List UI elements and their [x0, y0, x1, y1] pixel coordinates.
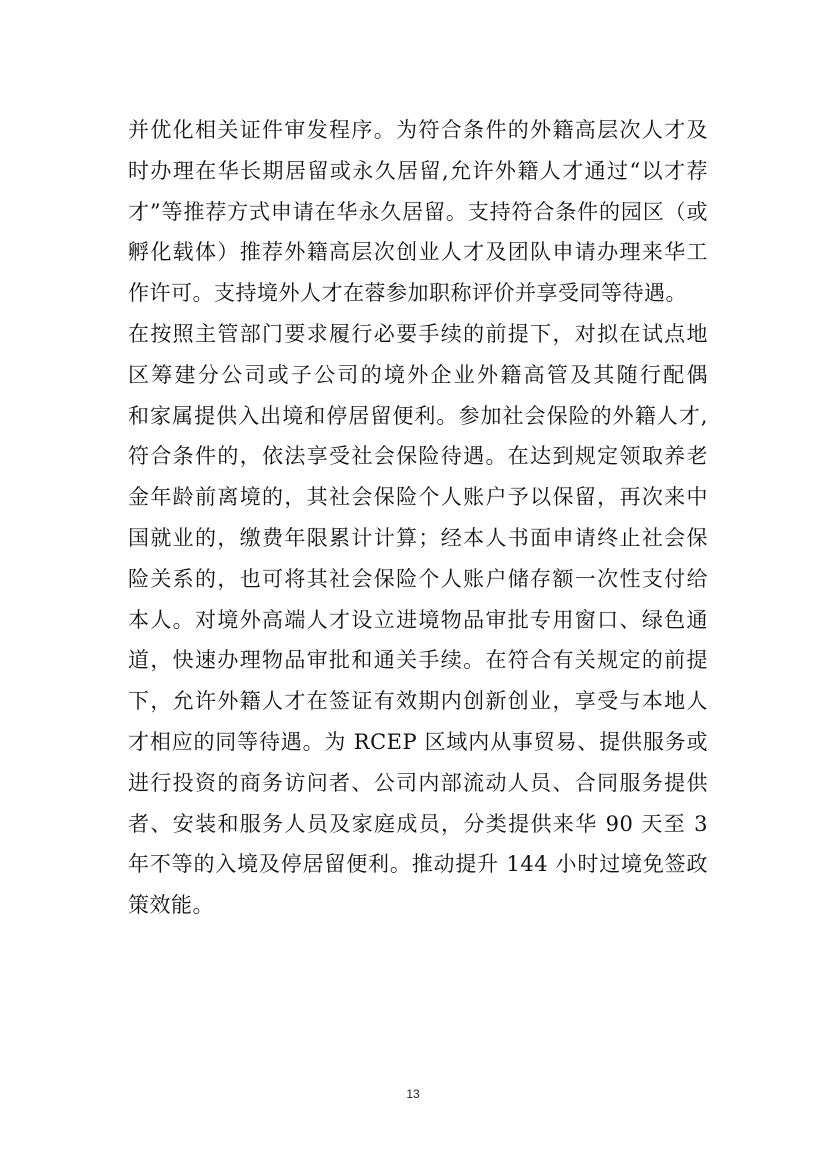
text-line: 区筹建分公司或子公司的境外企业外籍高管及其随行配偶	[128, 362, 708, 387]
text-line: 符合条件的，依法享受社会保险待遇。在达到规定领取养老	[128, 444, 708, 469]
text-line: 国就业的，缴费年限累计计算；经本人书面申请终止社会保	[128, 525, 708, 550]
text-line: 和家属提供入出境和停居留便利。参加社会保险的外籍人才,	[128, 403, 708, 428]
text-line: 孵化载体）推荐外籍高层次创业人才及团队申请办理来华工	[128, 240, 708, 265]
text-line: 下，允许外籍人才在签证有效期内创新创业，享受与本地人	[128, 689, 708, 714]
text-line: 在按照主管部门要求履行必要手续的前提下，对拟在试点地	[128, 321, 708, 346]
page-number: 13	[406, 1087, 420, 1101]
text-line: 者、安装和服务人员及家庭成员，分类提供来华 90 天至 3	[128, 811, 708, 836]
text-line: 道，快速办理物品审批和通关手续。在符合有关规定的前提	[128, 648, 708, 673]
text-line: 进行投资的商务访问者、公司内部流动人员、合同服务提供	[128, 770, 708, 795]
text-line: 金年龄前离境的，其社会保险个人账户予以保留，再次来中	[128, 485, 708, 510]
text-line: 并优化相关证件审发程序。为符合条件的外籍高层次人才及	[128, 118, 708, 142]
text-line: 本人。对境外高端人才设立进境物品审批专用窗口、绿色通	[128, 607, 708, 632]
text-line: 才相应的同等待遇。为 RCEP 区域内从事贸易、提供服务或	[128, 729, 708, 754]
text-line: 策效能。	[128, 893, 214, 918]
text-line: 时办理在华长期居留或永久居留,允许外籍人才通过“以才荐	[128, 158, 708, 183]
text-line: 才”等推荐方式申请在华永久居留。支持符合条件的园区（或	[128, 199, 708, 224]
text-line: 年不等的入境及停居留便利。推动提升 144 小时过境免签政	[128, 852, 708, 877]
body-paragraph	[128, 110, 708, 926]
text-line: 作许可。支持境外人才在蓉参加职称评价并享受同等待遇。	[128, 281, 687, 306]
text-line: 险关系的，也可将其社会保险个人账户储存额一次性支付给	[128, 566, 708, 591]
